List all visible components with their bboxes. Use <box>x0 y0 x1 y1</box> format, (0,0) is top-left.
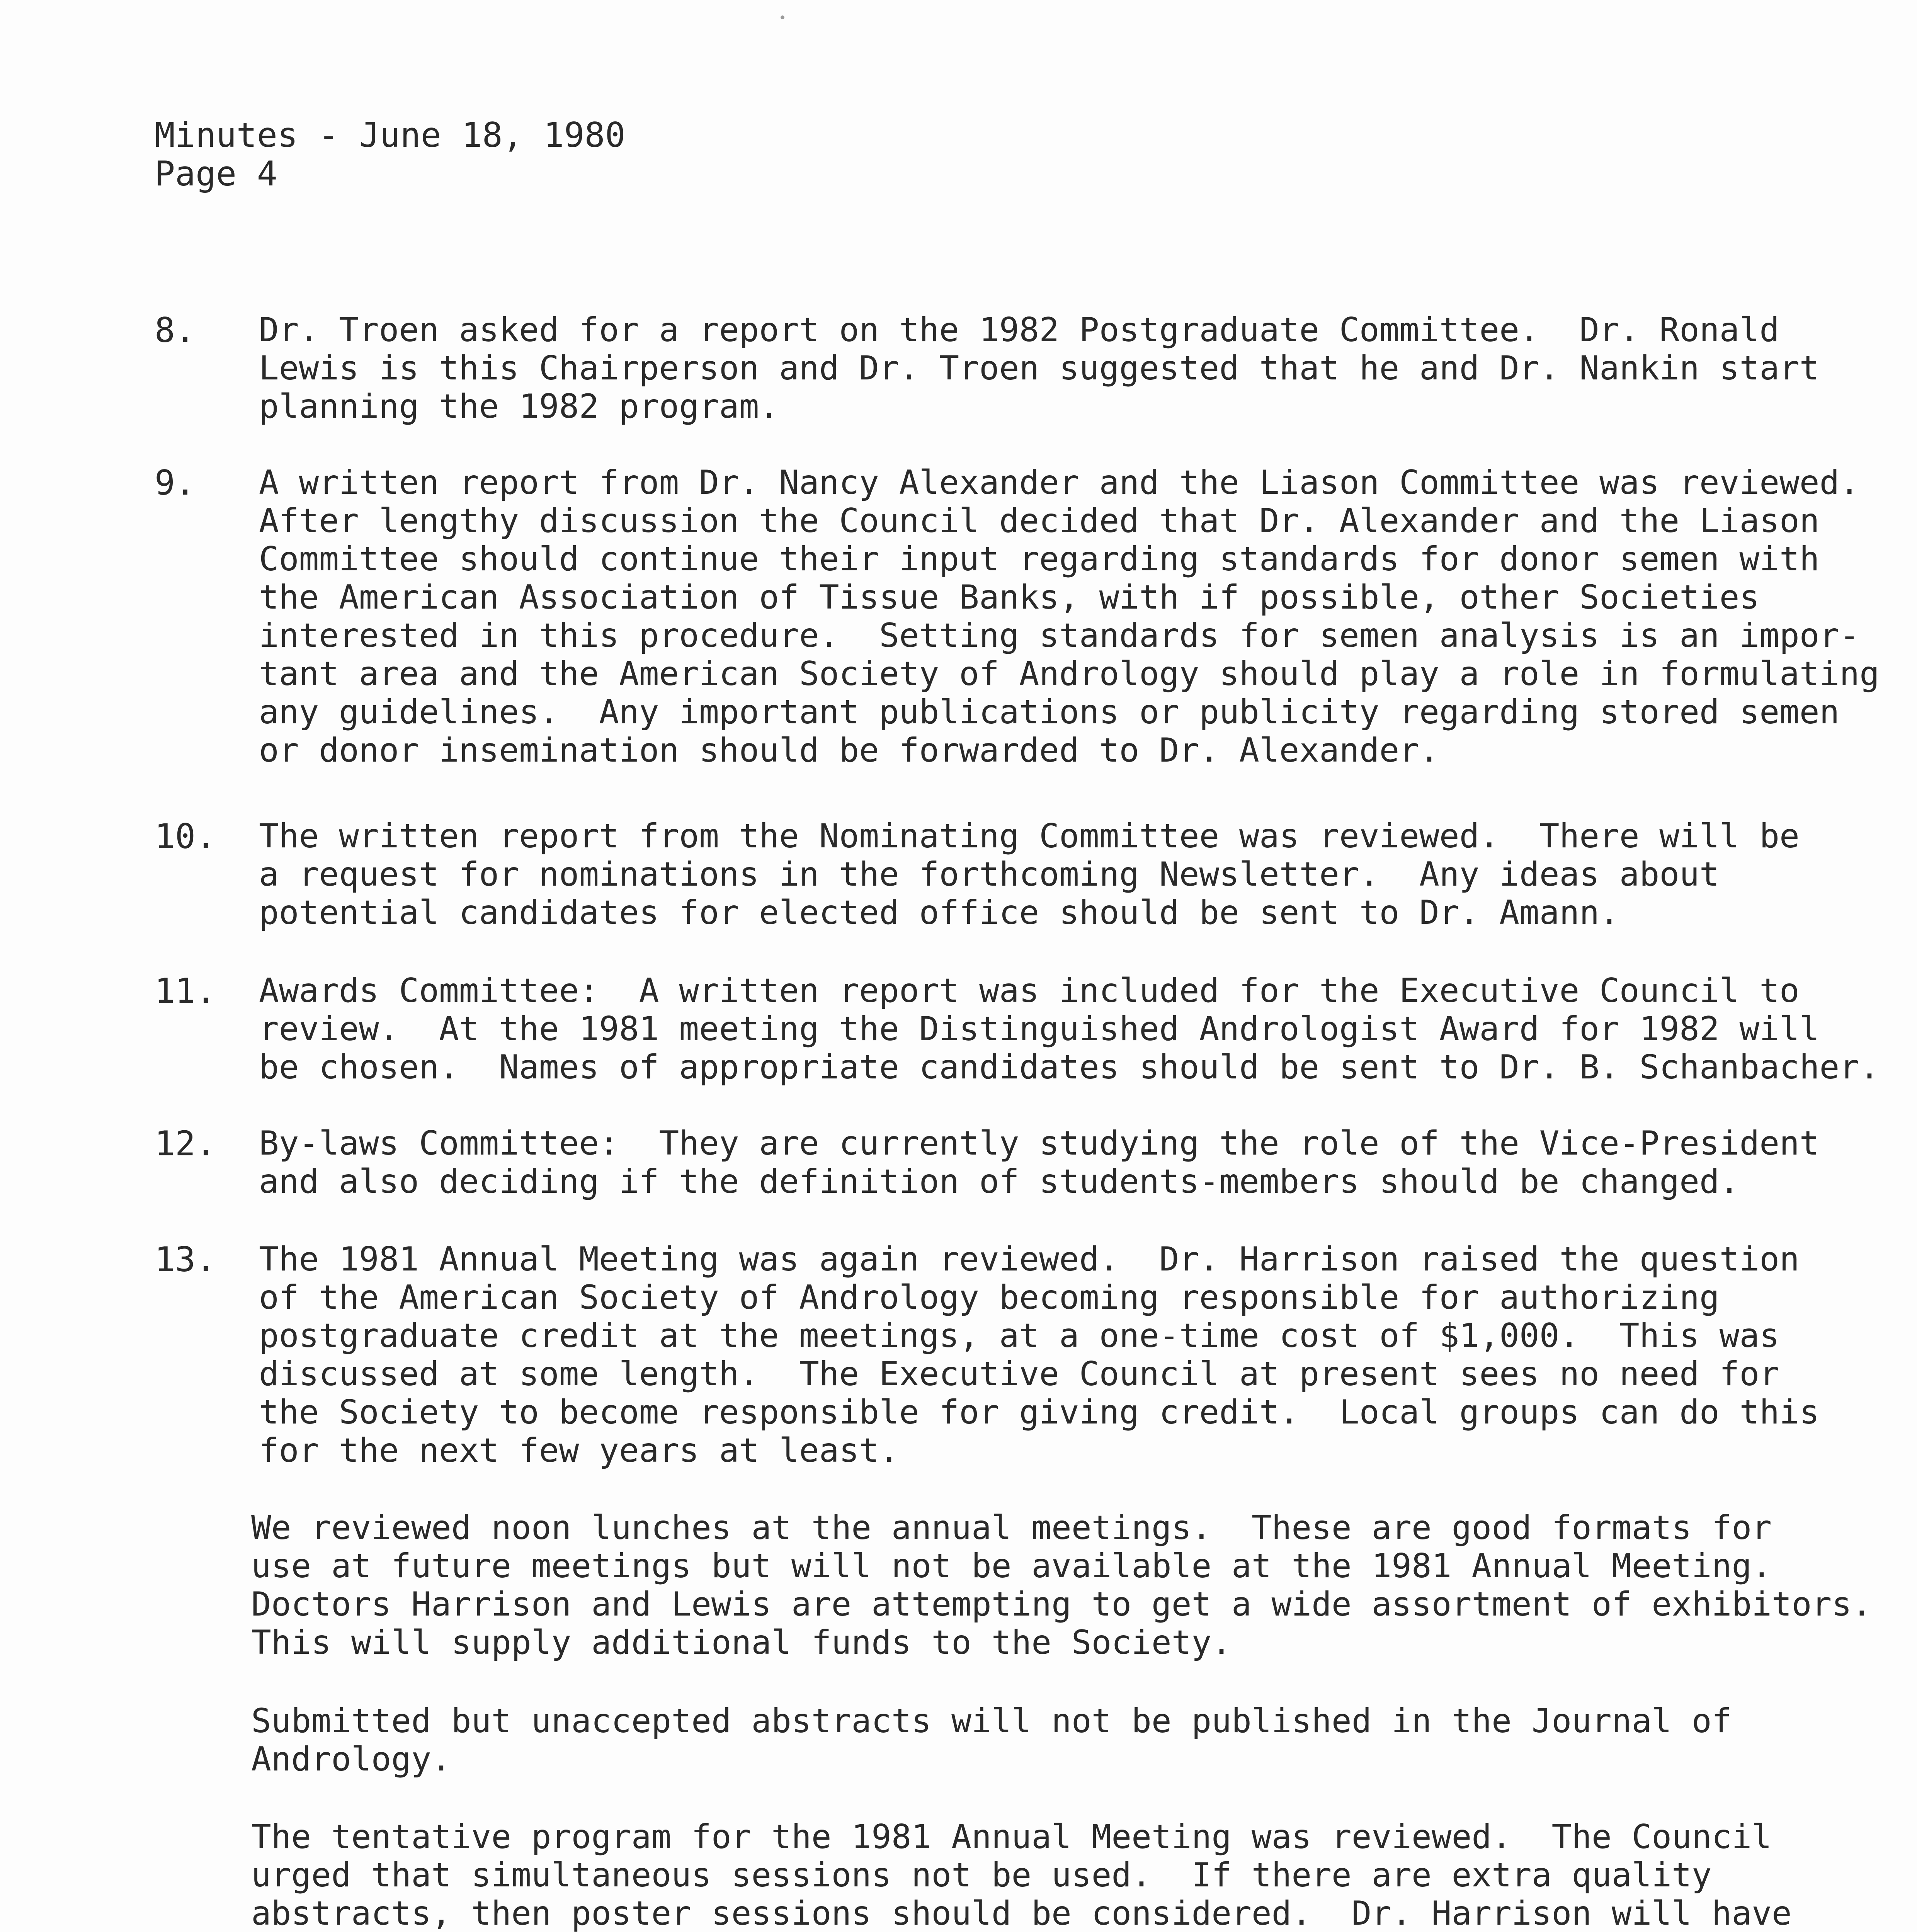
text-line: interested in this procedure. Setting standards for semen analysis is an impor- <box>259 616 1860 655</box>
text-line: Dr. Troen asked for a report on the 1982 Postgraduate Committee. Dr. Ronald <box>259 311 1780 349</box>
text-line: the Society to become responsible for giving credit. Local groups can do this <box>259 1393 1820 1432</box>
page-number: Page 4 <box>155 154 277 194</box>
text-line: and also deciding if the definition of students-members should be changed. <box>259 1162 1740 1201</box>
text-line: for the next few years at least. <box>259 1431 899 1470</box>
item-13-paragraph-lunches <box>251 1509 1872 1662</box>
item-number: 10. <box>155 816 216 856</box>
text-line: This will supply additional funds to the Society. <box>251 1623 1232 1662</box>
item-text <box>259 1124 1863 1201</box>
text-line: Andrology. <box>251 1740 451 1779</box>
text-line: The 1981 Annual Meeting was again reviewed. Dr. Harrison raised the question <box>259 1240 1800 1279</box>
text-line: Committee should continue their input regarding standards for donor semen with <box>259 540 1820 578</box>
scan-speck <box>781 15 784 19</box>
text-line: Lewis is this Chairperson and Dr. Troen suggested that he and Dr. Nankin start <box>259 349 1820 388</box>
text-line: a request for nominations in the forthcoming Newsletter. Any ideas about <box>259 855 1720 894</box>
item-13-paragraph-program <box>251 1818 1855 1932</box>
text-line: use at future meetings but will not be available at the 1981 Annual Meeting. <box>251 1547 1772 1585</box>
item-text <box>259 1240 1863 1470</box>
item-number: 9. <box>155 463 196 503</box>
text-line: tant area and the American Society of Andrology should play a role in formulating <box>259 655 1880 693</box>
text-line: The written report from the Nominating Committee was reviewed. There will be <box>259 817 1800 855</box>
item-number: 8. <box>155 310 196 350</box>
text-line: We reviewed noon lunches at the annual meetings. These are good formats for <box>251 1509 1772 1547</box>
text-line: any guidelines. Any important publications or publicity regarding stored semen <box>259 693 1840 731</box>
text-line: After lengthy discussion the Council decided that Dr. Alexander and the Liason <box>259 502 1820 540</box>
text-line: A written report from Dr. Nancy Alexander and the Liason Committee was reviewed. <box>259 463 1860 502</box>
text-line: Submitted but unaccepted abstracts will not be published in the Journal of <box>251 1702 1732 1740</box>
minutes-title: Minutes - June 18, 1980 <box>155 115 626 155</box>
item-number: 11. <box>155 971 216 1011</box>
text-line: The tentative program for the 1981 Annual Meeting was reviewed. The Council <box>251 1818 1772 1856</box>
text-line: potential candidates for elected office should be sent to Dr. Amann. <box>259 893 1619 932</box>
item-text <box>259 817 1863 932</box>
item-number: 13. <box>155 1240 216 1279</box>
text-line: review. At the 1981 meeting the Distinguished Andrologist Award for 1982 will <box>259 1010 1820 1048</box>
text-line: Awards Committee: A written report was included for the Executive Council to <box>259 971 1800 1010</box>
text-line: the American Association of Tissue Banks, with if possible, other Societies <box>259 578 1760 617</box>
item-text <box>259 311 1863 426</box>
text-line: Doctors Harrison and Lewis are attempting to get a wide assortment of exhibitors. <box>251 1585 1872 1624</box>
text-line: be chosen. Names of appropriate candidates should be sent to Dr. B. Schanbacher. <box>259 1048 1880 1087</box>
text-line: By-laws Committee: They are currently studying the role of the Vice-President <box>259 1124 1820 1163</box>
item-text <box>259 463 1880 770</box>
text-line: abstracts, then poster sessions should be considered. Dr. Harrison will have <box>251 1894 1792 1932</box>
text-line: postgraduate credit at the meetings, at a one-time cost of $1,000. This was <box>259 1316 1780 1355</box>
text-line: of the American Society of Andrology becoming responsible for authorizing <box>259 1278 1720 1317</box>
item-13-paragraph-abstracts <box>251 1702 1855 1779</box>
item-text <box>259 971 1880 1087</box>
text-line: or donor insemination should be forwarded to Dr. Alexander. <box>259 731 1439 770</box>
item-number: 12. <box>155 1124 216 1163</box>
page-header <box>155 116 626 193</box>
text-line: urged that simultaneous sessions not be used. If there are extra quality <box>251 1856 1712 1895</box>
text-line: planning the 1982 program. <box>259 387 779 426</box>
text-line: discussed at some length. The Executive Council at present sees no need for <box>259 1355 1780 1393</box>
